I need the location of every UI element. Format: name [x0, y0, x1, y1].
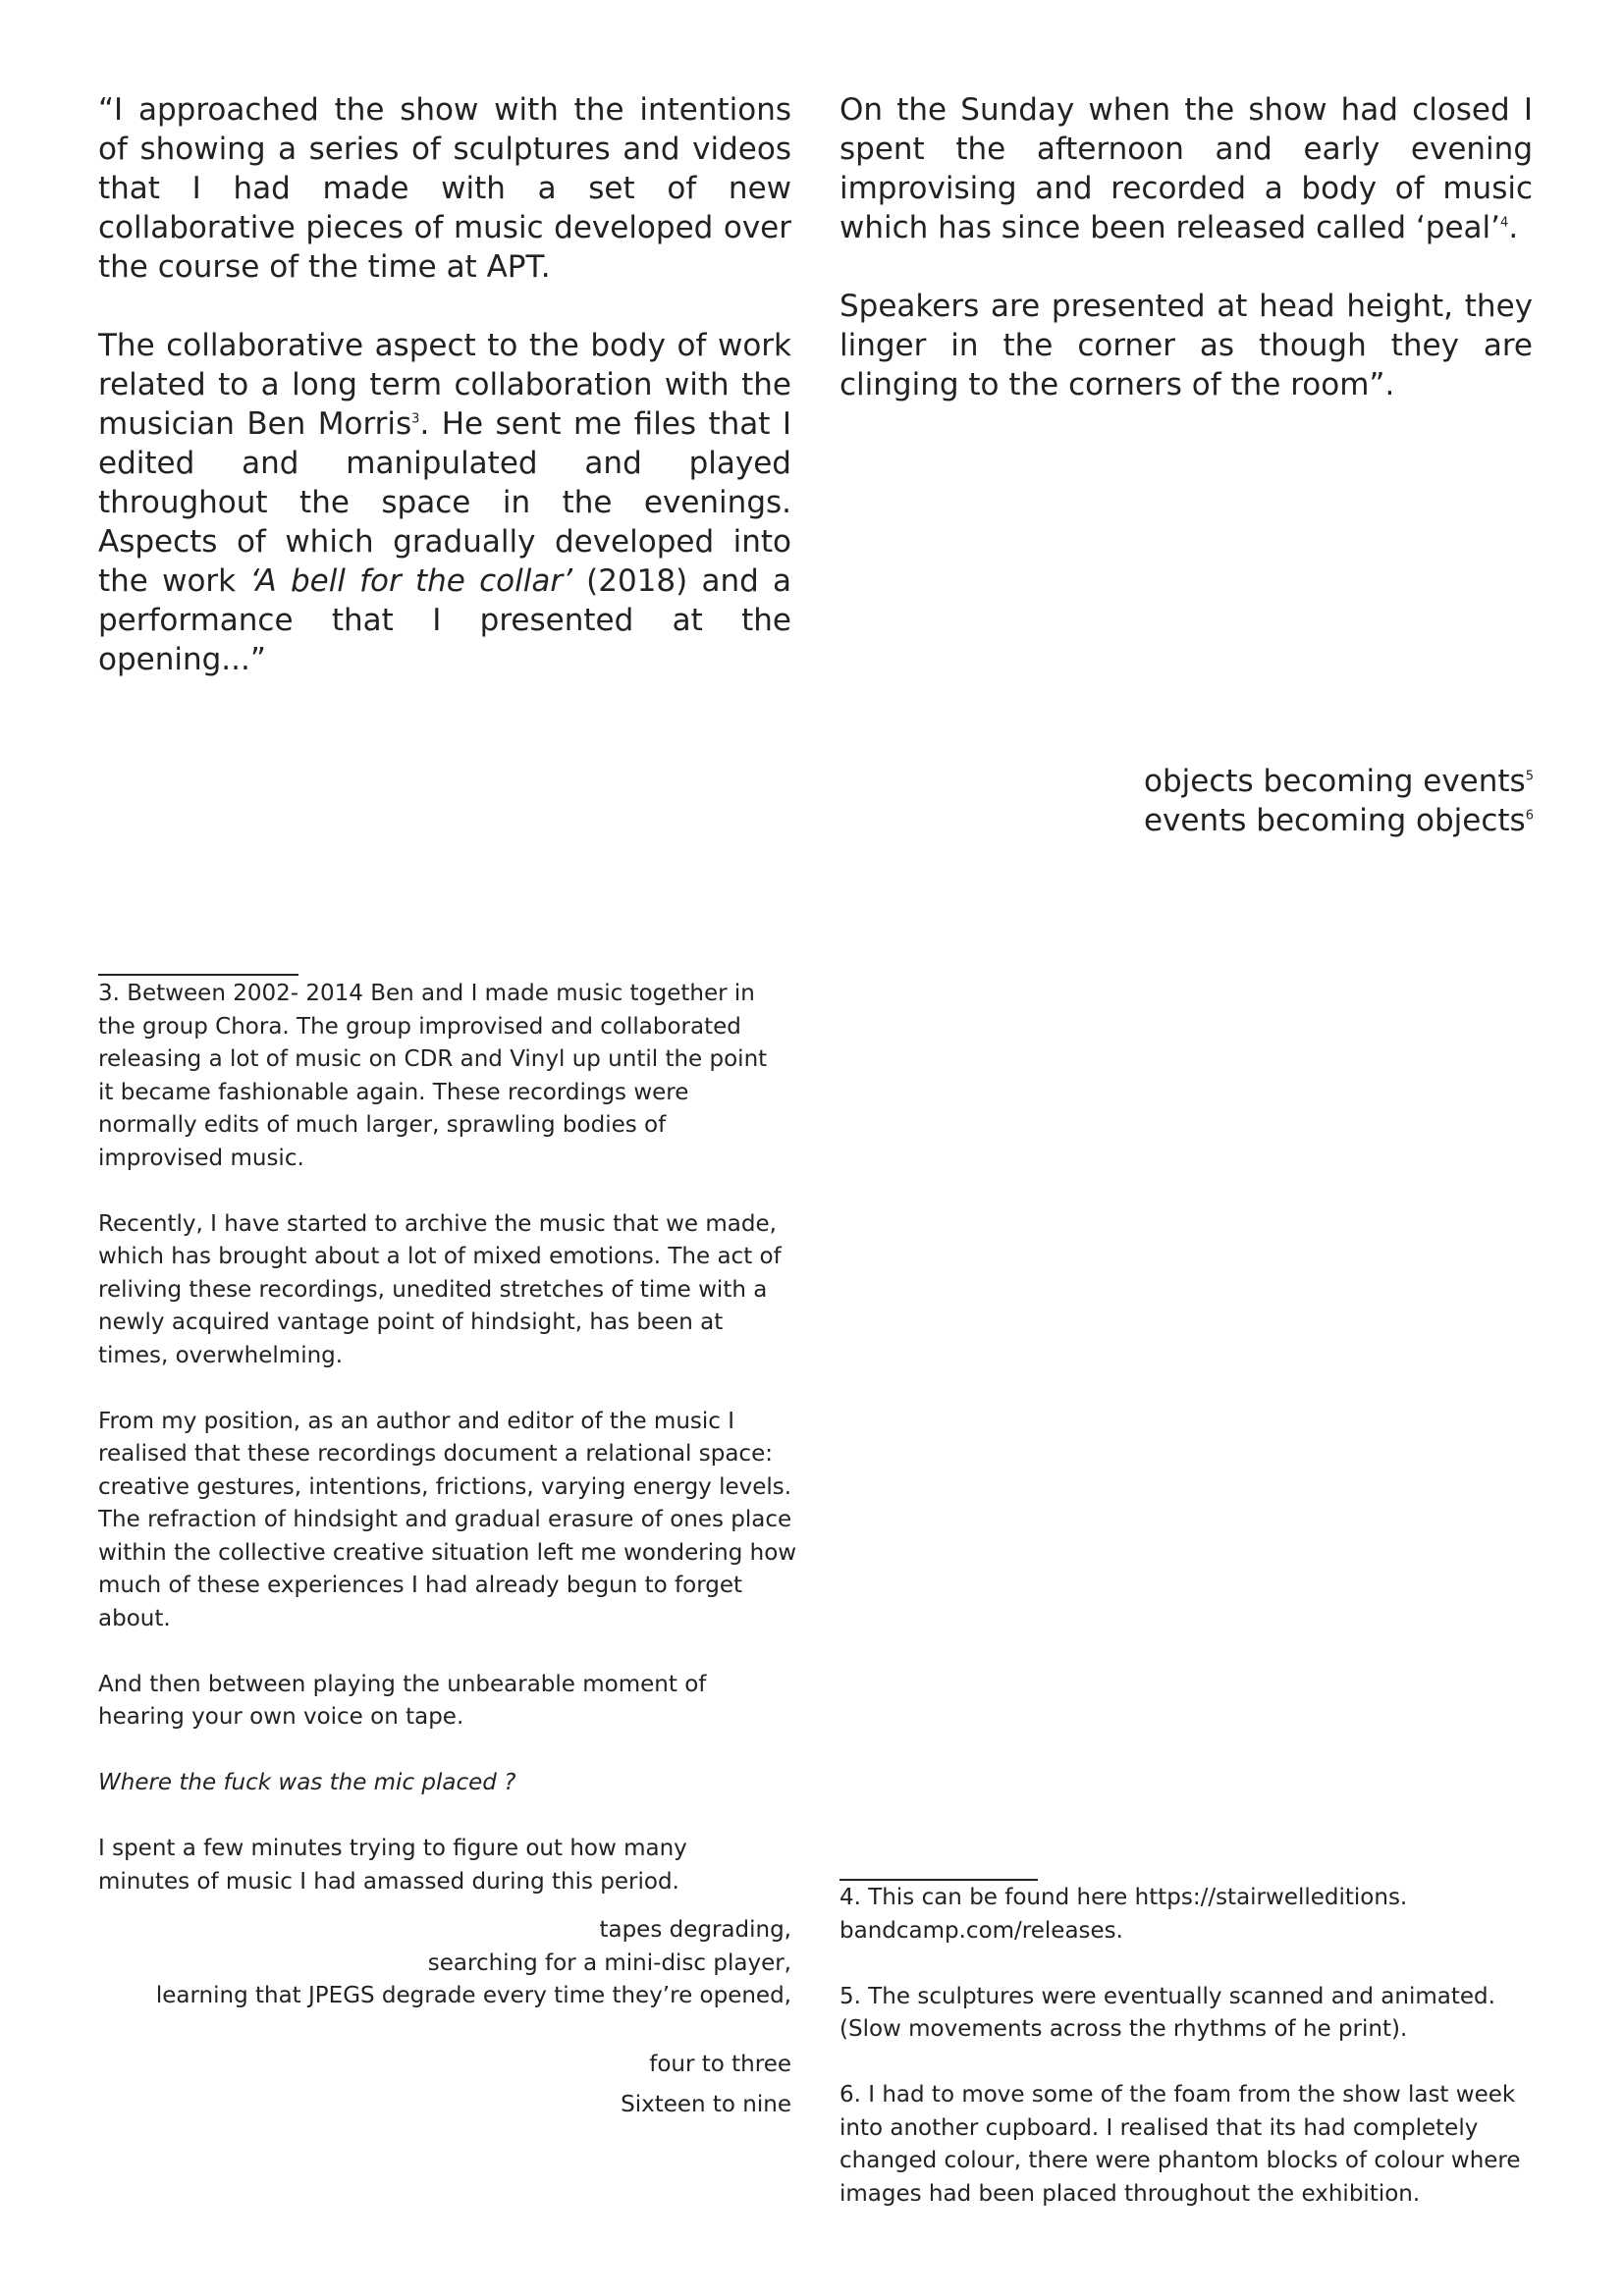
footnote-3-line-sixteen-to-nine: Sixteen to nine — [621, 2092, 791, 2117]
objects-line-1 — [1144, 762, 1534, 801]
footnote-3-right-lines — [98, 1914, 791, 2122]
left-paragraph-2-part-c: (2018) and a performance that I presented at the opening...” — [98, 563, 791, 677]
footnote-3-line-jpegs: learning that JPEGS degrade every time they’re opened, — [155, 1983, 791, 2008]
left-paragraph-2-part-a: The collaborative aspect to the body of work related to a long term collaboration with the musician Ben Morris — [98, 328, 791, 442]
footnote-3-paragraph-5: Where the fuck was the mic placed ? — [98, 1770, 516, 1795]
footnote-6: 6. I had to move some of the foam from the show last week into another cupboard. I realised that its had completely changed colour, there were phantom blocks of colour where images had been placed throughout the exhibition. — [839, 2082, 1521, 2207]
footnote-3-paragraph-3: From my position, as an author and editor of the music I realised that these recordings document a relational space: creative gestures, intentions, frictions, varying energy levels. The refraction of hindsight and gradual erasure of ones place within the collective creative situation left me wondering how much of these experiences I had already begun to forget about. — [98, 1408, 797, 1631]
footnote-ref-3: 3 — [411, 411, 420, 427]
footnote-ref-4: 4 — [1500, 215, 1509, 231]
footnote-3-paragraph-2: Recently, I have started to archive the music that we made, which has brought about a lot of mixed emotions. The act of reliving these recordings, unedited stretches of time with a newly acquired vantage point of hindsight, has been at times, overwhelming. — [98, 1210, 782, 1368]
objects-line-2 — [1144, 801, 1534, 840]
footnote-ref-6: 6 — [1525, 808, 1534, 824]
footnote-3-line-minidisc: searching for a mini-disc player, — [427, 1949, 791, 1976]
footnote-ref-5: 5 — [1525, 769, 1534, 784]
left-paragraph-1: “I approached the show with the intentions of showing a series of sculptures and videos that I had made with a set of new collaborative pieces of music developed over the course of the time at APT. — [98, 92, 791, 285]
footnote-3-paragraph-6: I spent a few minutes trying to figure out how many minutes of music I had amassed during this period. — [98, 1836, 687, 1895]
footnote-3-paragraph-4: And then between playing the unbearable moment of hearing your own voice on tape. — [98, 1671, 707, 1730]
right-paragraph-1 — [839, 90, 1533, 247]
left-column — [98, 90, 791, 679]
footnote-3-paragraph-1: 3. Between 2002- 2014 Ben and I made music together in the group Chora. The group improvised and collaborated releasing a lot of music on CDR and Vinyl up until the point it became fashionable again. These recordings were normally edits of much larger, sprawling bodies of improvised music. — [98, 981, 768, 1171]
footnotes-right — [839, 1882, 1546, 2211]
work-title: ‘A bell for the collar’ — [249, 563, 572, 599]
right-column — [839, 90, 1533, 404]
footnote-3 — [98, 978, 805, 2122]
left-paragraph-2 — [98, 326, 791, 679]
footnote-3-line-four-to-three: four to three — [649, 2051, 791, 2077]
right-paragraph-1-part-a: On the Sunday when the show had closed I spent the afternoon and early evening improvising and recorded a body of music which has since been released called ‘peal’ — [839, 92, 1533, 245]
objects-line-2-text: events becoming objects — [1143, 803, 1526, 838]
right-paragraph-2: Speakers are presented at head height, they linger in the corner as though they are clinging to the corners of the room”. — [839, 289, 1533, 402]
right-paragraph-1-part-b: . — [1508, 210, 1519, 245]
objects-line-1-text: objects becoming events — [1143, 764, 1526, 799]
footnote-3-line-tapes: tapes degrading, — [599, 1917, 791, 1943]
footnote-5: 5. The sculptures were eventually scanned and animated. (Slow movements across the rhythms of he print). — [839, 1983, 1495, 2042]
footnote-rule-right — [839, 1879, 1038, 1881]
footnote-rule-left — [98, 974, 298, 976]
objects-events-couplet — [1144, 762, 1534, 840]
footnote-4: 4. This can be found here https://stairwelleditions. bandcamp.com/releases. — [839, 1885, 1408, 1944]
left-paragraph-2-part-b: . He sent me files that I edited and manipulated and played throughout the space in the evenings. Aspects of which gradually developed into the work — [98, 406, 791, 599]
